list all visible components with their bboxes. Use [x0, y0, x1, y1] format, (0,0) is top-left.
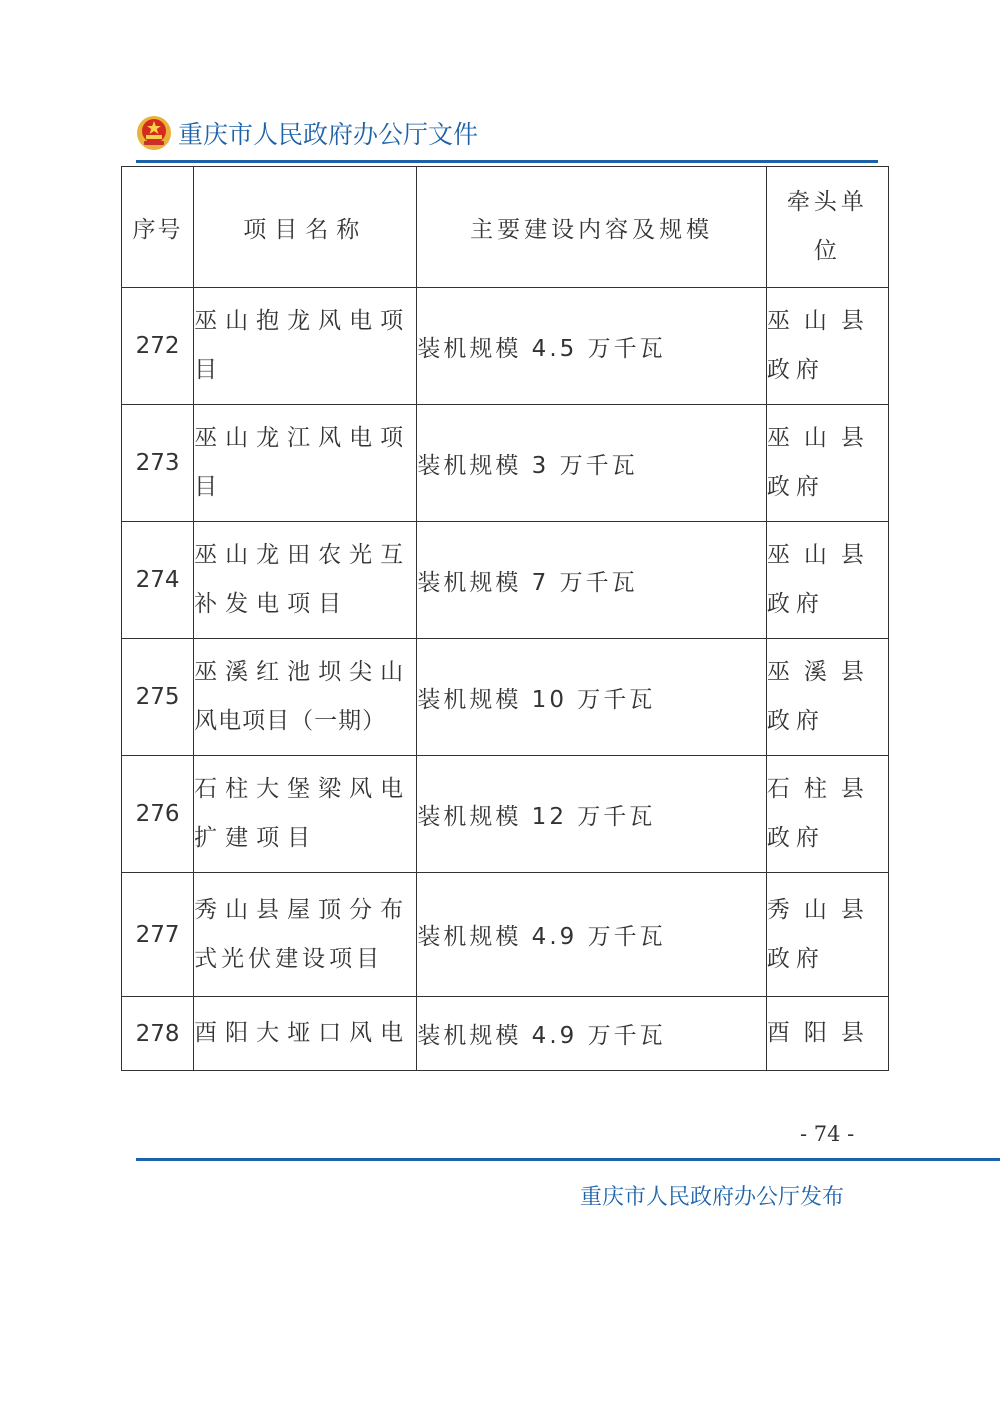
- column-header-unit: [766, 167, 888, 288]
- row-content: 装机规模 4.5 万千瓦: [417, 288, 766, 405]
- project-table: [121, 166, 889, 1071]
- row-name-line1: 石柱大堡梁风电: [194, 776, 412, 802]
- row-content: 装机规模 4.9 万千瓦: [417, 997, 766, 1071]
- row-name-line2: 补发电项目: [194, 591, 350, 617]
- row-name: [194, 873, 417, 997]
- table-row: [122, 997, 889, 1071]
- table-row: [122, 639, 889, 756]
- row-content: 装机规模 7 万千瓦: [417, 522, 766, 639]
- column-header-unit-line1: 牵头单: [786, 189, 868, 215]
- column-header-content: 主要建设内容及规模: [417, 167, 766, 288]
- row-name-line1: 酉阳大垭口风电: [194, 1020, 412, 1046]
- column-header-no: 序号: [122, 167, 194, 288]
- row-no: 274: [122, 522, 194, 639]
- row-unit-line1: 石柱县: [766, 776, 878, 802]
- row-unit-line1: 巫山县: [766, 425, 878, 451]
- row-name-line1: 秀山县屋顶分布: [194, 896, 412, 923]
- row-name-line1: 巫山龙田农光互: [194, 542, 412, 568]
- row-name: [194, 288, 417, 405]
- row-unit-line2: 政府: [766, 945, 825, 972]
- row-unit: [766, 756, 888, 873]
- row-name: [194, 522, 417, 639]
- row-no: 278: [122, 997, 194, 1071]
- header-title: 重庆市人民政府办公厅文件: [178, 120, 479, 149]
- row-name-line2: 目: [194, 357, 226, 383]
- row-no: 275: [122, 639, 194, 756]
- row-name: [194, 997, 417, 1071]
- table-row: [122, 756, 889, 873]
- row-name-line2: 目: [194, 474, 226, 500]
- row-no: 276: [122, 756, 194, 873]
- row-name-line2: 式光伏建设项目: [194, 945, 384, 972]
- row-no: 277: [122, 873, 194, 997]
- row-content: 装机规模 12 万千瓦: [417, 756, 766, 873]
- row-name-line1: 巫山龙江风电项: [194, 425, 412, 451]
- table-row: [122, 288, 889, 405]
- row-name-line2: 风电项目（一期）: [194, 708, 387, 734]
- row-name-line1: 巫溪红池坝尖山: [194, 659, 412, 685]
- row-name-line2: 扩建项目: [194, 825, 319, 851]
- row-unit-line2: 政府: [766, 357, 825, 383]
- national-emblem-icon: [136, 115, 172, 151]
- row-no: 273: [122, 405, 194, 522]
- row-content: 装机规模 10 万千瓦: [417, 639, 766, 756]
- row-unit-line2: 政府: [766, 591, 825, 617]
- table-row: [122, 405, 889, 522]
- row-unit-line1: 巫溪县: [766, 659, 878, 685]
- column-header-unit-line2: 位: [813, 238, 841, 264]
- row-content: 装机规模 4.9 万千瓦: [417, 873, 766, 997]
- row-unit: [766, 405, 888, 522]
- row-content: 装机规模 3 万千瓦: [417, 405, 766, 522]
- row-unit-line2: 政府: [766, 708, 825, 734]
- table-header-row: [122, 167, 889, 288]
- row-unit: [766, 997, 888, 1071]
- row-name: [194, 639, 417, 756]
- row-no: 272: [122, 288, 194, 405]
- row-unit-line1: 巫山县: [766, 308, 878, 334]
- row-unit-line1: 秀山县: [766, 896, 878, 923]
- column-header-name: 项目名称: [194, 167, 417, 288]
- footer-divider: [136, 1158, 1000, 1161]
- row-unit-line2: 政府: [766, 825, 825, 851]
- header-divider: [136, 160, 878, 163]
- row-unit: [766, 288, 888, 405]
- row-unit-line1: 巫山县: [766, 542, 878, 568]
- row-unit-line2: 政府: [766, 474, 825, 500]
- document-header: [136, 112, 478, 154]
- table-row: [122, 522, 889, 639]
- table-row: [122, 873, 889, 997]
- row-name: [194, 756, 417, 873]
- row-name-line1: 巫山抱龙风电项: [194, 308, 412, 334]
- row-unit: [766, 639, 888, 756]
- row-unit: [766, 522, 888, 639]
- row-unit-line1: 酉阳县: [766, 1020, 878, 1046]
- page-number: - 74 -: [800, 1122, 855, 1146]
- row-unit: [766, 873, 888, 997]
- row-name: [194, 405, 417, 522]
- footer-publisher: 重庆市人民政府办公厅发布: [580, 1185, 845, 1210]
